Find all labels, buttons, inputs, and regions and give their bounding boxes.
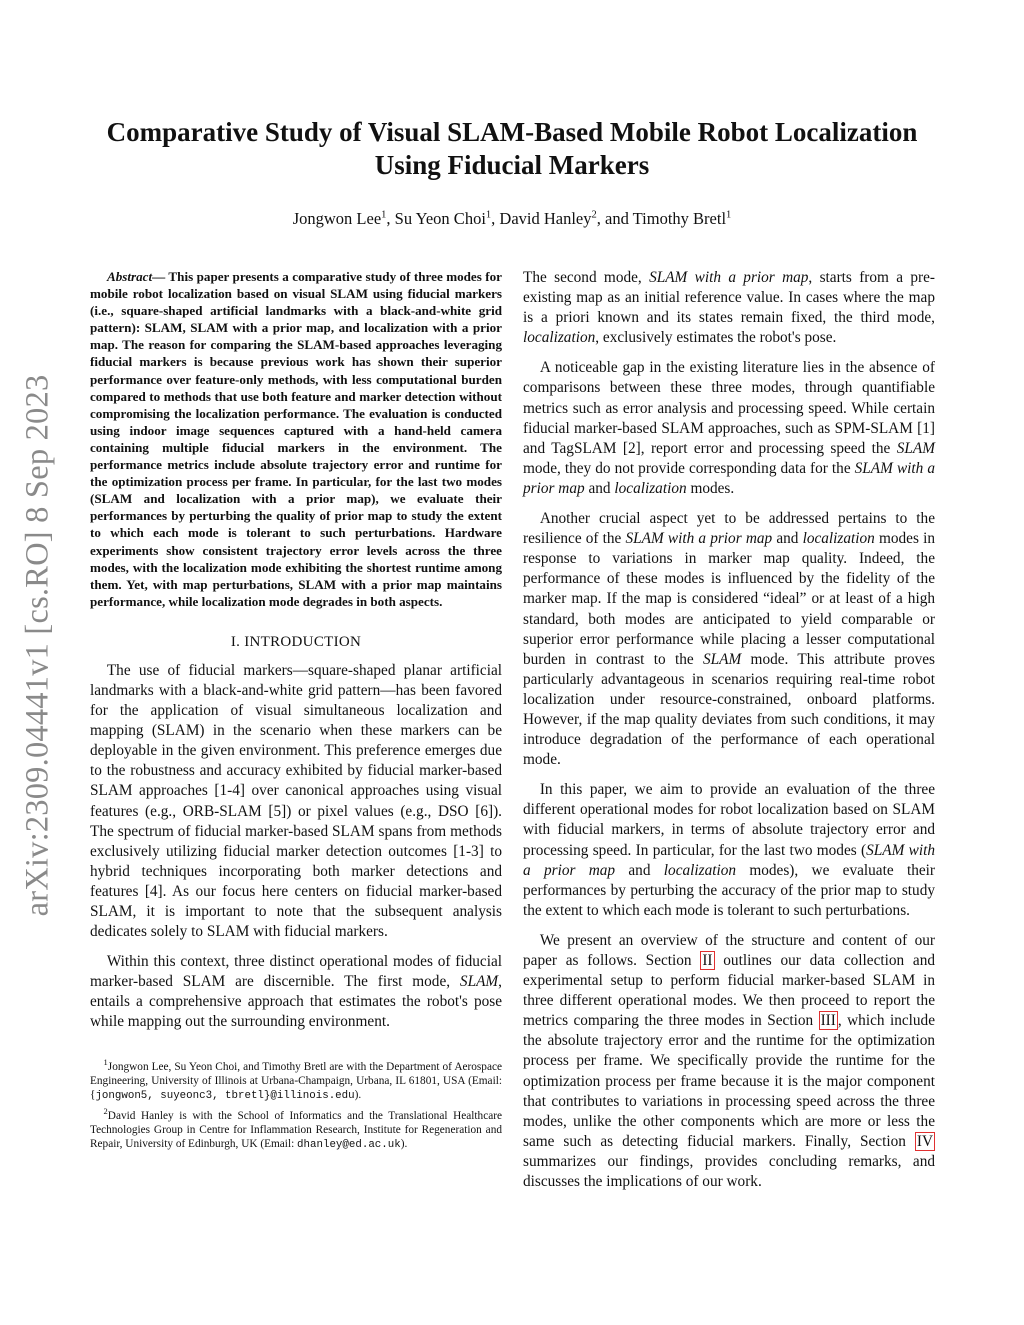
emphasis: localization — [663, 861, 737, 879]
emphasis: SLAM — [702, 650, 742, 668]
text-run: mode, they do not provide corresponding data for the — [523, 459, 855, 477]
text-run: , which include the absolute trajectory error and the runtime for the optimization process per frame. We specifically provide the runtime for the optimization process per frame because it is the major component that contributes to variations in processing speed across the three modes, unlike the other components which are more or less the same such as detecting fiducial markers. Finally, Section — [523, 1012, 935, 1150]
title-line-2: Using Fiducial Markers — [374, 150, 650, 180]
emphasis: localization — [802, 530, 875, 548]
text-run: modes), we evaluate their performances by perturbing the accuracy of the prior map to study the extent to which each mode is tolerant to such perturbations. — [523, 861, 935, 919]
author-affiliation-mark: 1 — [485, 209, 492, 221]
text-run: mode. This attribute proves particularly advantageous in scenarios requiring real-time robot localization under resource-constrained, onboard platforms. However, if the map quality deviates from such conditions, it may introduce degradation of the performance of each operational mode. — [523, 650, 935, 769]
text-run: Jongwon Lee, Su Yeon Choi, and Timothy Bretl are with the Department of Aerospace Engineering, University of Illinois at Urbana-Champaign, Urbana, IL 61801, USA (Email: { — [90, 1060, 502, 1101]
text-run: We present an overview of the structure and content of our paper as follows. Section — [523, 931, 935, 969]
text-run: , starts from a pre-existing map as an initial reference value. In cases where the map is a priori known and its states remain fixed, the third mode, — [523, 269, 935, 327]
text-run: Within this context, three distinct operational modes of fiducial marker-based SLAM are discernible. The first mode, — [90, 953, 502, 991]
section-heading-introduction: I. INTRODUCTION — [230, 633, 362, 650]
emphasis: localization — [614, 479, 687, 497]
email-text: jongwon5, suyeonc3, tbretl — [95, 1089, 264, 1102]
emphasis: localization — [523, 329, 596, 347]
footnote-mark: 1 — [103, 1056, 108, 1067]
emphasis: SLAM with a prior map — [649, 269, 809, 286]
text-run: outlines our data collection and experimental setup to perform fiducial marker-based SLAM in three different operational modes. We then proceed to report the metrics comparing the three modes in Section — [523, 952, 936, 1030]
text-run: ). — [354, 1088, 362, 1101]
emphasis: SLAM — [459, 973, 499, 991]
right-paragraph-4 — [523, 780, 935, 921]
left-column — [90, 268, 502, 1153]
arxiv-stamp-text: arXiv:2309.04441v1 [cs.RO] 8 Sep 2023 — [19, 374, 56, 916]
paper-title — [90, 116, 934, 182]
abstract — [90, 268, 502, 610]
emphasis: SLAM with a prior map — [523, 459, 935, 497]
emphasis: SLAM with a prior map — [625, 530, 773, 548]
intro-paragraph-2 — [90, 952, 502, 1032]
section-reference-link[interactable]: IV — [916, 1132, 933, 1150]
text-run: summarizes our findings, provides concluding remarks, and discusses the implications of our work. — [523, 1152, 935, 1191]
text-run: and — [615, 861, 664, 879]
right-column — [523, 268, 935, 1202]
text-run: , exclusively estimates the robot's pose. — [595, 329, 837, 347]
author-name: Jongwon Lee — [292, 209, 382, 228]
author-list: Jongwon Lee$^1$, Su Yeon Choi$^1$, David Hanley$^2$, and Timothy Bretl$^1$ — [292, 209, 732, 228]
abstract-label: Abstract — [107, 269, 153, 284]
emphasis: SLAM — [896, 439, 935, 457]
email-text: dhanley@ed.ac.uk — [297, 1139, 401, 1152]
section-reference-link[interactable]: III — [820, 1012, 836, 1030]
abstract-text: — This paper presents a comparative study of three modes for mobile robot localization based on visual SLAM using fiducial markers (i.e., square-shaped artificial landmarks with a black-and-white grid pattern): SLAM, SLAM with a prior map, and localization with a prior map. The reason for comparing the SLAM-based approaches leveraging fiducial markers is because previous work has shown their superior performance over feature-only methods, with less computational burden compared to methods that use both feature and marker detection without compromising the localization performance. The evaluation is conducted using indoor image sequences captured with a hand-held camera containing multiple fiducial markers in the environment. The performance metrics include absolute trajectory error and runtime for the optimization process per frame. In particular, for the last two modes (SLAM and localization with a prior map), we evaluate their performances by perturbing the quality of prior map to study the extent to which each mode is tolerant to such perturbations. Hardware experiments show consistent trajectory error levels across the three modes, with the localization mode exhibiting the shortest runtime among them. Yet, with map perturbations, SLAM with a prior map maintains performance, while localization mode degrades in both aspects. — [90, 269, 502, 609]
right-paragraph-5 — [523, 931, 935, 1192]
text-run: and — [584, 479, 615, 497]
email-domain: }@illinois.edu — [263, 1089, 355, 1102]
author-name: David Hanley — [499, 209, 592, 228]
arxiv-identifier-stamp — [8, 360, 68, 930]
title-line-1: Comparative Study of Visual SLAM-Based Mobile Robot Localization — [106, 117, 918, 147]
text-run: modes in response to variations in marker map quality. Indeed, the performance of these modes is influenced by the fidelity of the marker map. If the map is considered “ideal” or at least of a high standard, both modes are anticipated to yield comparable or superior error performance while placing a lesser computational burden in contrast to the — [523, 530, 935, 668]
intro-paragraph-1: The use of fiducial markers—square-shaped planar artificial landmarks with a black-and-white grid pattern—has been favored for the application of visual simultaneous localization and mapping (SLAM) in the scenario when these markers can be deployable in the given environment. This preference emerges due to the robustness and accuracy exhibited by fiducial marker-based SLAM approaches [1-4] over canonical approaches using visual features (e.g., ORB-SLAM [5]) or pixel values (e.g., DSO [6]). The spectrum of fiducial marker-based SLAM spans from methods exclusively utilizing fiducial marker detection outcomes [1-3] to hybrid techniques incorporating both marker detections and features [4]. As our focus here centers on fiducial marker-based SLAM, it is important to note that the subsequent analysis dedicates solely to SLAM with fiducial markers. — [90, 661, 502, 941]
author-affiliation-mark: 2 — [591, 209, 597, 221]
text-run: In this paper, we aim to provide an evaluation of the three different operational modes for robot localization based on SLAM with fiducial markers, in terms of absolute trajectory error and processing speed. In particular, for the last two modes ( — [523, 781, 935, 859]
right-paragraph-3 — [523, 509, 935, 770]
emphasis: SLAM with a prior map — [523, 841, 936, 879]
author-affiliation-mark: 1 — [381, 209, 387, 221]
text-run: and — [772, 530, 803, 548]
section-reference-link[interactable]: II — [702, 952, 713, 969]
footnote-1 — [90, 1055, 502, 1103]
footnotes — [90, 1055, 502, 1153]
text-run: The second mode, — [523, 269, 650, 286]
footnote-mark: 2 — [103, 1105, 108, 1116]
text-run: ). — [400, 1138, 408, 1151]
footnote-2 — [90, 1104, 502, 1152]
text-run: Another crucial aspect yet to be addressed pertains to the resilience of the — [523, 510, 935, 548]
text-run: , entails a comprehensive approach that estimates the robot's pose while mapping out the surrounding environment. — [90, 973, 502, 1031]
text-run: modes. — [686, 479, 735, 497]
right-paragraph-1 — [523, 268, 935, 348]
right-paragraph-2 — [523, 358, 935, 499]
author-name: Timothy Bretl — [632, 209, 727, 228]
author-affiliation-mark: 1 — [726, 209, 732, 221]
text-run: David Hanley is with the School of Informatics and the Translational Healthcare Technologies Group in Centre for Inflammation Research, Institute for Regeneration and Repair, University of Edinburgh, UK (Email: — [90, 1109, 502, 1151]
text-run: A noticeable gap in the existing literature lies in the absence of comparisons between these three modes, through quantifiable metrics such as error analysis and processing speed. While certain fiducial marker-based SLAM approaches, such as SPM-SLAM [1] and TagSLAM [2], report error and processing speed the — [523, 359, 935, 457]
author-name: Su Yeon Choi — [394, 209, 486, 228]
